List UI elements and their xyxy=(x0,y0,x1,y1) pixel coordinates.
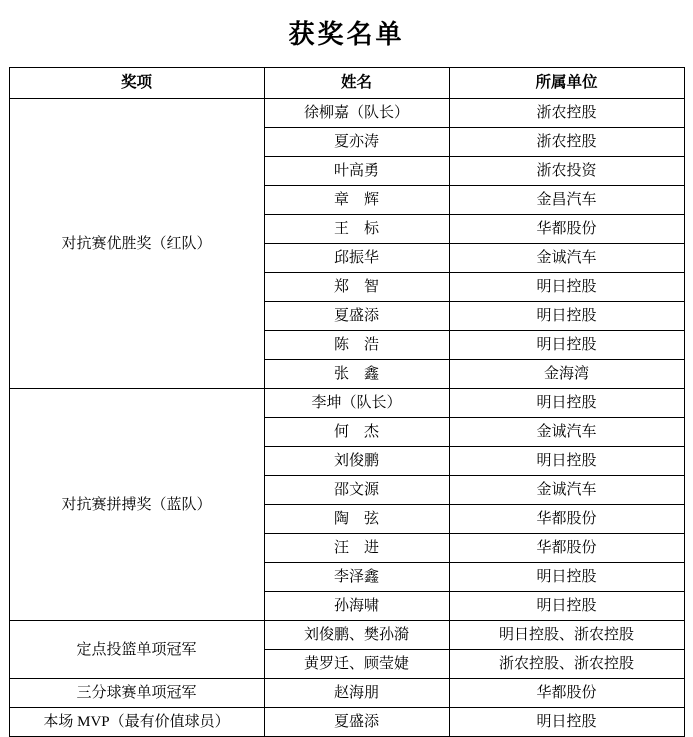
player-unit-cell: 明日控股 xyxy=(449,389,684,418)
award-category-cell: 对抗赛优胜奖（红队） xyxy=(9,99,264,389)
player-unit-cell: 明日控股 xyxy=(449,302,684,331)
player-name-cell: 王 标 xyxy=(264,215,449,244)
player-unit-cell: 明日控股 xyxy=(449,447,684,476)
table-header-row xyxy=(9,68,684,99)
award-category-cell: 对抗赛拼搏奖（蓝队） xyxy=(9,389,264,621)
player-unit-cell: 浙农投资 xyxy=(449,157,684,186)
player-name-cell: 章 辉 xyxy=(264,186,449,215)
table-row xyxy=(9,679,684,708)
column-header-unit: 所属单位 xyxy=(449,68,684,99)
player-name-cell: 汪 进 xyxy=(264,534,449,563)
player-unit-cell: 金海湾 xyxy=(449,360,684,389)
player-name-cell: 邵文源 xyxy=(264,476,449,505)
column-header-award: 奖项 xyxy=(9,68,264,99)
player-unit-cell: 华都股份 xyxy=(449,679,684,708)
player-name-cell: 孙海啸 xyxy=(264,592,449,621)
player-name-cell: 陈 浩 xyxy=(264,331,449,360)
player-unit-cell: 金诚汽车 xyxy=(449,418,684,447)
table-row xyxy=(9,621,684,650)
player-name-cell: 徐柳嘉（队长） xyxy=(264,99,449,128)
player-name-cell: 张 鑫 xyxy=(264,360,449,389)
player-name-cell: 刘俊鹏、樊孙漪 xyxy=(264,621,449,650)
player-name-cell: 邱振华 xyxy=(264,244,449,273)
player-name-cell: 黄罗迁、顾莹婕 xyxy=(264,650,449,679)
player-name-cell: 刘俊鹏 xyxy=(264,447,449,476)
player-unit-cell: 浙农控股 xyxy=(449,99,684,128)
player-name-cell: 郑 智 xyxy=(264,273,449,302)
player-unit-cell: 浙农控股 xyxy=(449,128,684,157)
award-category-cell: 定点投篮单项冠军 xyxy=(9,621,264,679)
column-header-name: 姓名 xyxy=(264,68,449,99)
player-unit-cell: 华都股份 xyxy=(449,534,684,563)
player-unit-cell: 金诚汽车 xyxy=(449,244,684,273)
player-unit-cell: 明日控股 xyxy=(449,563,684,592)
player-name-cell: 夏盛添 xyxy=(264,708,449,737)
award-category-cell: 本场 MVP（最有价值球员） xyxy=(9,708,264,737)
player-unit-cell: 华都股份 xyxy=(449,215,684,244)
table-row xyxy=(9,708,684,737)
player-unit-cell: 明日控股、浙农控股 xyxy=(449,621,684,650)
table-row xyxy=(9,389,684,418)
player-name-cell: 叶高勇 xyxy=(264,157,449,186)
table-body xyxy=(9,99,684,737)
player-unit-cell: 浙农控股、浙农控股 xyxy=(449,650,684,679)
player-name-cell: 陶 弦 xyxy=(264,505,449,534)
page-title: 获奖名单 xyxy=(288,20,405,49)
player-unit-cell: 金昌汽车 xyxy=(449,186,684,215)
table-row xyxy=(9,99,684,128)
table-header xyxy=(9,68,684,99)
document-page xyxy=(0,14,693,730)
player-name-cell: 夏盛添 xyxy=(264,302,449,331)
player-unit-cell: 金诚汽车 xyxy=(449,476,684,505)
player-unit-cell: 明日控股 xyxy=(449,331,684,360)
player-name-cell: 李坤（队长） xyxy=(264,389,449,418)
player-unit-cell: 明日控股 xyxy=(449,592,684,621)
player-unit-cell: 明日控股 xyxy=(449,273,684,302)
award-category-cell: 三分球赛单项冠军 xyxy=(9,679,264,708)
award-list-table xyxy=(9,67,685,737)
player-name-cell: 李泽鑫 xyxy=(264,563,449,592)
player-name-cell: 何 杰 xyxy=(264,418,449,447)
player-unit-cell: 华都股份 xyxy=(449,505,684,534)
player-name-cell: 夏亦涛 xyxy=(264,128,449,157)
player-name-cell: 赵海朋 xyxy=(264,679,449,708)
player-unit-cell: 明日控股 xyxy=(449,708,684,737)
